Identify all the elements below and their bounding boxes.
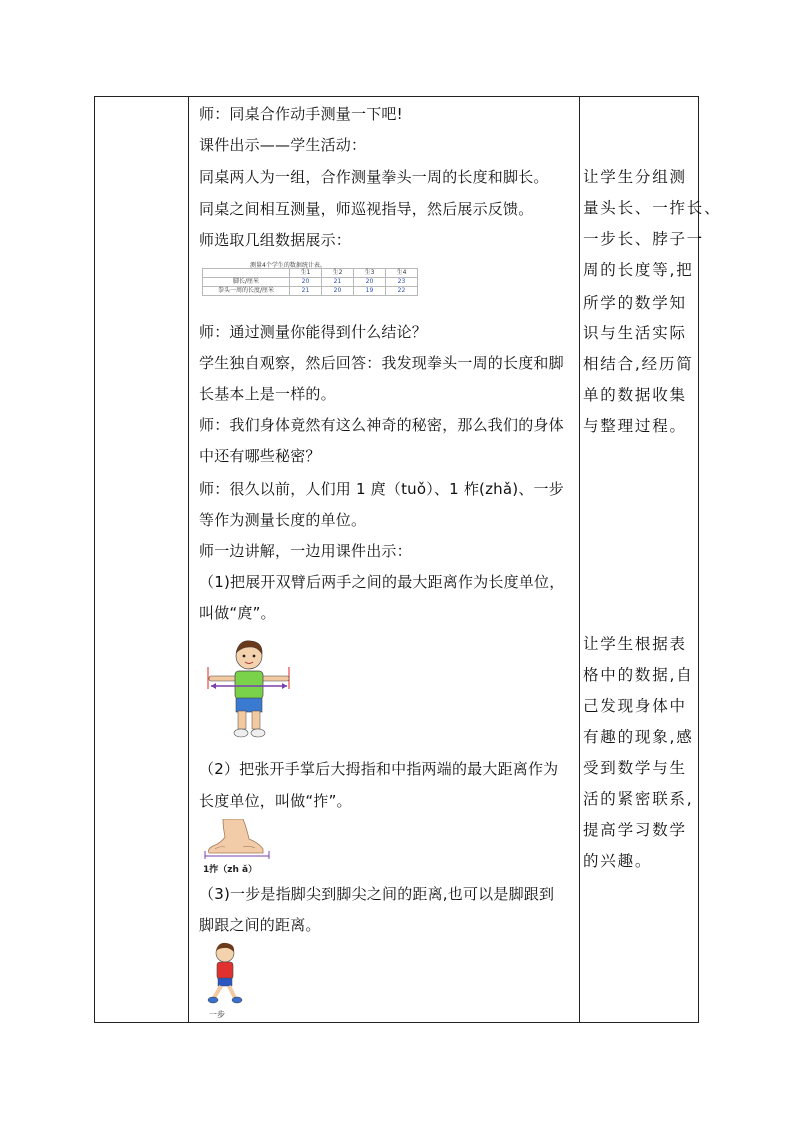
table-cell: 20 xyxy=(322,287,354,296)
table-cell: 21 xyxy=(322,278,354,287)
text-line: 同桌两人为一组，合作测量拳头一周的长度和脚长。 xyxy=(199,168,549,186)
table-header-cell: 生2 xyxy=(322,269,354,278)
intent-line: 的兴趣。 xyxy=(583,852,653,870)
table-cell: 21 xyxy=(290,287,322,296)
text-line: 学生独自观察，然后回答：我发现拳头一周的长度和脚 xyxy=(199,354,564,372)
text-line: 同桌之间相互测量，师巡视指导，然后展示反馈。 xyxy=(199,200,534,218)
intent-line: 与整理过程。 xyxy=(583,417,687,435)
intent-line: 让学生根据表 xyxy=(583,635,687,653)
intent-line: 己发现身体中 xyxy=(583,697,687,715)
text-line: （1)把展开双臂后两手之间的最大距离作为长度单位， xyxy=(199,573,565,591)
intent-line: 量头长、一拃长、 xyxy=(583,199,722,217)
table-row xyxy=(203,287,418,296)
table-header-cell: 生4 xyxy=(386,269,418,278)
text-line: 长度单位，叫做“拃”。 xyxy=(199,792,352,810)
text-line: 师一边讲解，一边用课件出示： xyxy=(199,542,412,560)
intent-line: 所学的数学知 xyxy=(583,294,687,312)
table-header-row xyxy=(203,269,418,278)
text-line: 中还有哪些秘密？ xyxy=(199,447,321,465)
text-line: （3)一步是指脚尖到脚尖之间的距离,也可以是脚跟到 xyxy=(199,885,555,903)
intent-line: 单的数据收集 xyxy=(583,386,687,404)
text-line: 脚跟之间的距离。 xyxy=(199,916,321,934)
intent-line: 有趣的现象,感 xyxy=(583,728,694,746)
table-caption: 测量4个学生的数据统计表。 xyxy=(250,262,326,269)
table-cell: 23 xyxy=(386,278,418,287)
table-cell: 19 xyxy=(354,287,386,296)
table-row xyxy=(203,278,418,287)
data-table xyxy=(202,268,418,296)
text-line: 师：我们身体竟然有这么神奇的秘密，那么我们的身体 xyxy=(199,416,564,434)
table-cell: 20 xyxy=(290,278,322,287)
intent-line: 相结合,经历简 xyxy=(583,355,694,373)
intent-line: 格中的数据,自 xyxy=(583,666,694,684)
intent-line: 让学生分组测 xyxy=(583,168,687,186)
text-line: 长基本上是一样的。 xyxy=(199,385,336,403)
column-divider-left xyxy=(188,97,189,1022)
text-line: 师：通过测量你能得到什么结论？ xyxy=(199,323,428,341)
text-line: 师：同桌合作动手测量一下吧! xyxy=(199,105,403,123)
intent-line: 识与生活实际 xyxy=(583,324,687,342)
step-caption: 一步 xyxy=(209,1010,225,1019)
table-cell: 20 xyxy=(354,278,386,287)
text-line: 等作为测量长度的单位。 xyxy=(199,511,367,529)
text-line: 叫做“庹”。 xyxy=(199,604,276,622)
table-header-cell: 生3 xyxy=(354,269,386,278)
table-header-cell xyxy=(203,269,290,278)
row-label: 脚长/厘米 xyxy=(203,278,290,287)
table-cell: 22 xyxy=(386,287,418,296)
boy-arms-span-figure xyxy=(205,637,293,743)
lesson-table xyxy=(94,96,722,1023)
hand-span-caption: 1拃（zh ǎ） xyxy=(203,865,258,875)
hand-span-figure xyxy=(203,819,273,859)
walking-boy-figure xyxy=(207,942,243,1007)
intent-line: 受到数学与生 xyxy=(583,759,687,777)
table-header-cell: 生1 xyxy=(290,269,322,278)
intent-line: 周的长度等,把 xyxy=(583,261,694,279)
column-divider-right xyxy=(579,97,580,1022)
text-line: 课件出示——学生活动： xyxy=(199,136,367,154)
intent-line: 提高学习数学 xyxy=(583,821,687,839)
row-label: 拳头一周的长度/厘米 xyxy=(203,287,290,296)
intent-line: 活的紧密联系, xyxy=(583,790,694,808)
intent-line: 一步长、脖子一 xyxy=(583,230,705,248)
text-line: 师：很久以前，人们用 1 庹（tuǒ）、1 柞(zhǎ)、一步 xyxy=(199,480,564,498)
text-line: 师选取几组数据展示： xyxy=(199,231,352,249)
text-line: （2）把张开手掌后大拇指和中指两端的最大距离作为 xyxy=(199,760,559,778)
